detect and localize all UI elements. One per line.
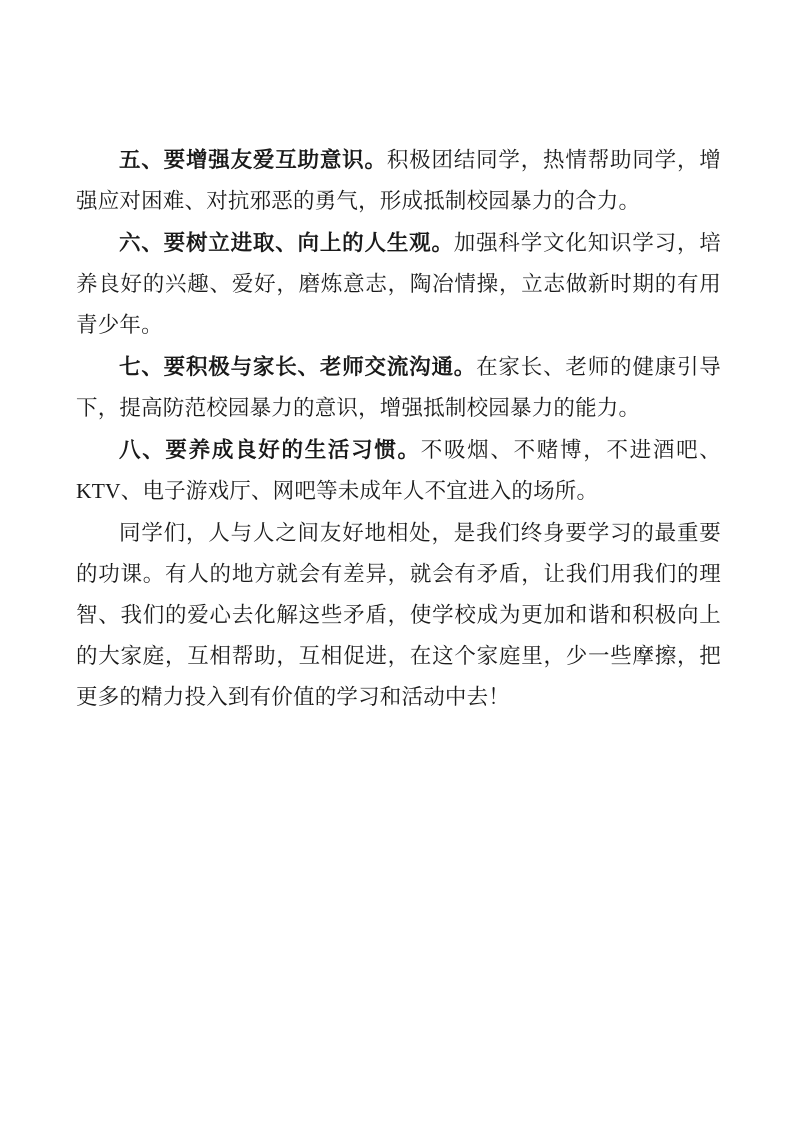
paragraph-text: 积极团结同学，热情帮助同学，增强应对困难、对抗邪恶的勇气，形成抵制校园暴力的合力。 <box>76 148 721 213</box>
paragraph-lead: 六、要树立进取、向上的人生观。 <box>119 231 454 255</box>
paragraph-text: 加强科学文化知识学习，培养良好的兴趣、爱好，磨炼意志，陶冶情操，立志做新时期的有用青少年。 <box>76 231 721 337</box>
paragraph-lead: 七、要积极与家长、老师交流沟通。 <box>119 355 477 379</box>
paragraph-lead: 八、要养成良好的生活习惯。 <box>119 438 421 462</box>
paragraph-item <box>76 140 721 222</box>
paragraph-text: 在家长、老师的健康引导下，提高防范校园暴力的意识，增强抵制校园暴力的能力。 <box>76 355 722 420</box>
paragraph-item <box>76 430 721 512</box>
paragraph-text: 同学们，人与人之间友好地相处，是我们终身要学习的最重要的功课。有人的地方就会有差异，就会有矛盾，让我们用我们的理智、我们的爱心去化解这些矛盾，使学校成为更加和谐和积极向上的大家庭，互相帮助，互相促进，在这个家庭里，少一些摩擦，把更多的精力投入到有价值的学习和活动中去！ <box>76 521 721 709</box>
paragraph-item <box>76 513 721 718</box>
document-body <box>76 140 721 718</box>
paragraph-item <box>76 223 721 346</box>
paragraph-text: 不吸烟、不赌博，不进酒吧、KTV、电子游戏厅、网吧等未成年人不宜进入的场所。 <box>76 438 721 503</box>
paragraph-item <box>76 347 721 429</box>
paragraph-lead: 五、要增强友爱互助意识。 <box>119 148 387 172</box>
